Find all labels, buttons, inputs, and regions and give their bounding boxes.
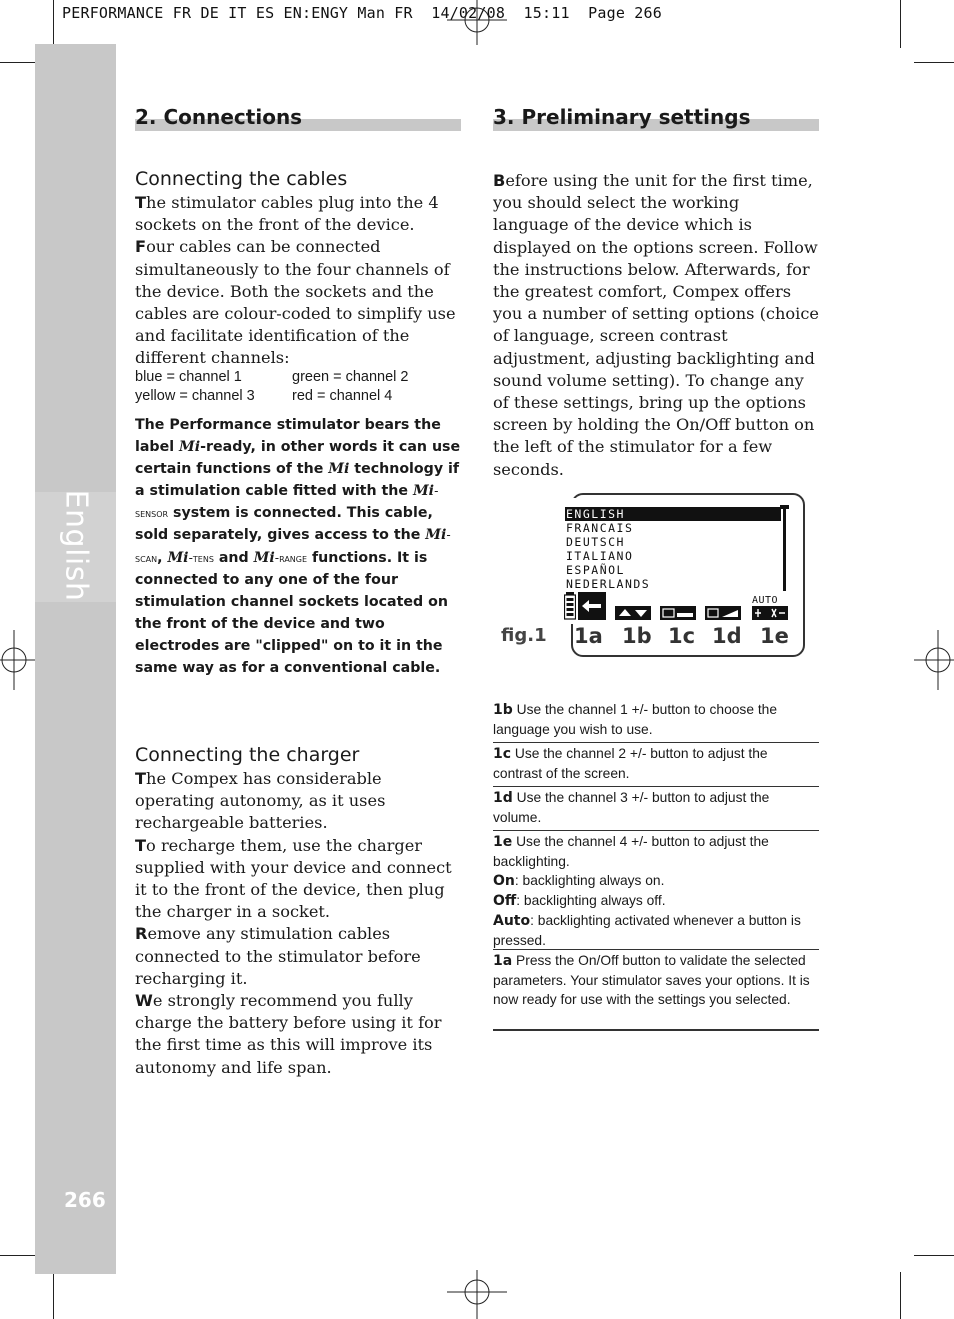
crop-mark xyxy=(53,1272,54,1319)
subheading-cables: Connecting the cables xyxy=(135,168,348,190)
figure-tag-1a: 1a xyxy=(574,624,603,648)
contrast-icon xyxy=(660,606,696,620)
volume-icon xyxy=(705,606,741,620)
divider xyxy=(493,742,819,743)
lcd-language-item: ITALIANO xyxy=(566,549,634,563)
note-1d: 1d Use the channel 3 +/- button to adjust the volume. xyxy=(493,790,770,825)
preliminary-intro-text: Before using the unit for the first time, you should select the working language of the device which is displayed on the options screen. Follow the instructions below. Afterwards, for the greatest comfort, Compex offers you a number of setting options (choice of language, screen contrast adjustment, adjusting backlighting and sound volume setting). To change any of these settings, bring up the options screen by holding the On/Off button on the left of the stimulator for a few seconds. xyxy=(493,171,819,479)
note-1a: 1a Press the On/Off button to validate the selected parameters. Your stimulator saves your options. It is now ready for use with the settings you selected. xyxy=(493,953,810,1007)
divider xyxy=(493,1029,819,1031)
crop-mark xyxy=(914,62,954,63)
registration-mark-bottom xyxy=(447,1270,507,1319)
crop-mark xyxy=(900,1272,901,1319)
channel-row: yellow = channel 3 red = channel 4 xyxy=(135,388,393,404)
figure-tag-1c: 1c xyxy=(668,624,696,648)
lcd-language-item: ESPAÑOL xyxy=(566,563,625,577)
battery-icon xyxy=(564,592,576,620)
lcd-language-item: ENGLISH xyxy=(565,507,781,521)
mi-technology-paragraph: The Performance stimulator bears the label Mi-ready, in other words it can use certain functions of the Mi technology if a stimulation cable fitted with the Mi-sensor system is connected. This cable, sold separately, gives access to the Mi-scan, Mi-tens and Mi-range functions. It is connected to any one of the four stimulation channel sockets located on the front of the device and two electrodes are "clipped" on to it in the same way as for a conventional cable. xyxy=(135,417,461,677)
figure-tag-1e: 1e xyxy=(760,624,789,648)
divider xyxy=(493,830,819,831)
auto-label: AUTO xyxy=(752,595,779,606)
crop-mark xyxy=(0,1255,40,1256)
section-heading-connections: 2. Connections xyxy=(135,105,461,135)
print-header: PERFORMANCE FR DE IT ES EN:ENGY Man FR 14/02/08 15:11 Page 266 xyxy=(62,4,662,22)
figure-tag-1b: 1b xyxy=(622,624,652,648)
cables-text: The stimulator cables plug into the 4 sockets on the front of the device. Four cables can be connected simultaneously to the four channels of the device. Both the sockets and the cables are colour-coded to simplify use and facilitate identification of the different channels: xyxy=(135,193,456,368)
figure-label: fig.1 xyxy=(501,625,547,646)
note-1c: 1c Use the channel 2 +/- button to adjust the contrast of the screen. xyxy=(493,746,768,781)
section-heading-preliminary-settings: 3. Preliminary settings xyxy=(493,105,819,135)
crop-mark xyxy=(900,0,901,48)
crop-mark xyxy=(53,0,54,48)
subheading-charger: Connecting the charger xyxy=(135,744,360,766)
lcd-language-item: DEUTSCH xyxy=(566,535,625,549)
note-1b: 1b Use the channel 1 +/- button to choose the language you wish to use. xyxy=(493,702,778,737)
note-1e: 1e Use the channel 4 +/- button to adjust the backlighting. On: backlighting always on. Off: backlighting always off. Auto: backlighting activated whenever a button is pressed. xyxy=(493,834,801,948)
lcd-language-item: FRANCAIS xyxy=(566,521,634,535)
language-updown-icon xyxy=(615,606,651,620)
channel-row: blue = channel 1 green = channel 2 xyxy=(135,369,409,385)
crop-mark xyxy=(914,1255,954,1256)
figure-tag-1d: 1d xyxy=(712,624,742,648)
language-label: English xyxy=(58,489,94,601)
page-number: 266 xyxy=(64,1188,106,1212)
charger-text: The Compex has considerable operating autonomy, as it uses rechargeable batteries. To recharge them, use the charger supplied with your device and connect it to the front of the device, then plug the charger in a socket. Remove any stimulation cables connected to the stimulator before recharging it. We strongly recommend you fully charge the battery before using it for the first time as this will improve its autonomy and life span. xyxy=(135,769,452,1077)
backlight-icon xyxy=(752,606,788,620)
lcd-language-item: NEDERLANDS xyxy=(566,577,651,591)
registration-mark-top xyxy=(447,0,507,45)
registration-mark-left xyxy=(0,630,40,690)
registration-mark-right xyxy=(914,630,954,690)
lcd-scrollbar xyxy=(783,507,786,591)
back-arrow-icon xyxy=(578,592,606,620)
channel-colour-list xyxy=(135,368,465,406)
crop-mark xyxy=(0,62,40,63)
divider xyxy=(493,949,819,950)
side-bar xyxy=(35,44,116,1274)
divider xyxy=(493,786,819,787)
